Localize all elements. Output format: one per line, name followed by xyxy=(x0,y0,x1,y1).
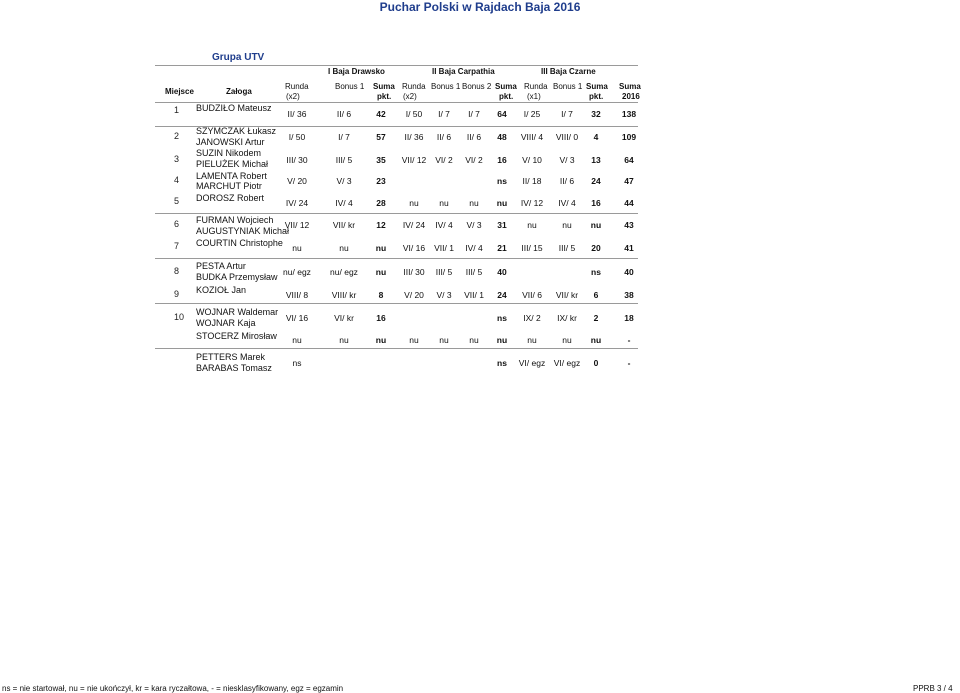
result-cell: IV/ 24 xyxy=(285,198,309,208)
place-number: 8 xyxy=(174,266,180,276)
result-cell: ns xyxy=(497,176,507,186)
col-header-multiplier: (x1) xyxy=(527,92,541,101)
crew-member-name: SZYMCZAK Łukasz xyxy=(196,126,277,136)
col-header-year: 2016 xyxy=(622,92,640,101)
col-header-multiplier: (x2) xyxy=(403,92,417,101)
result-cell: nu xyxy=(527,220,537,230)
col-header-points: pkt. xyxy=(589,92,604,101)
result-cell: VIII/ kr xyxy=(331,290,357,300)
col-header-points: pkt. xyxy=(499,92,514,101)
col-header-points: pkt. xyxy=(377,92,392,101)
result-cell: VIII/ 8 xyxy=(285,290,309,300)
crew-member-name: BUDZIŁO Mateusz xyxy=(196,103,272,113)
result-cell: 0 xyxy=(593,358,599,368)
header-divider xyxy=(155,65,638,66)
result-cell: ns xyxy=(591,267,601,277)
result-cell: 18 xyxy=(624,313,634,323)
result-cell: - xyxy=(627,335,631,345)
result-cell: V/ 3 xyxy=(559,155,575,165)
result-cell: VI/ 16 xyxy=(402,243,426,253)
row-divider xyxy=(155,303,638,304)
result-cell: I/ 25 xyxy=(523,109,541,119)
result-cell: 6 xyxy=(593,290,599,300)
place-number: 7 xyxy=(174,241,180,251)
result-cell: 31 xyxy=(497,220,507,230)
crew-member-name: PESTA Artur xyxy=(196,261,246,271)
result-cell: nu xyxy=(375,267,387,277)
result-cell: VI/ 2 xyxy=(435,155,453,165)
col-header-sum: Suma xyxy=(373,82,395,91)
result-cell: nu/ egz xyxy=(283,267,311,277)
result-cell: V/ 3 xyxy=(336,176,352,186)
result-cell: VII/ kr xyxy=(332,220,356,230)
col-header-sum: Suma xyxy=(586,82,608,91)
result-cell: IV/ 12 xyxy=(520,198,544,208)
place-number: 10 xyxy=(174,312,185,322)
result-cell: VII/ kr xyxy=(555,290,579,300)
result-cell: 23 xyxy=(376,176,386,186)
result-cell: nu/ egz xyxy=(330,267,358,277)
result-cell: nu xyxy=(527,335,537,345)
col-header-sum: Suma xyxy=(495,82,517,91)
result-cell: - xyxy=(627,358,631,368)
col-header-multiplier: (x2) xyxy=(286,92,300,101)
row-divider xyxy=(155,348,638,349)
crew-member-name: MARCHUT Piotr xyxy=(196,181,262,191)
crew-member-name: AUGUSTYNIAK Michał xyxy=(196,226,290,236)
col-header-round: Runda xyxy=(285,82,309,91)
result-cell: V/ 3 xyxy=(466,220,482,230)
result-cell: I/ 7 xyxy=(561,109,573,119)
crew-member-name: SUZIN Nikodem xyxy=(196,148,262,158)
result-cell: nu xyxy=(590,220,602,230)
result-cell: II/ 6 xyxy=(559,176,575,186)
place-number: 6 xyxy=(174,219,180,229)
row-divider xyxy=(155,213,638,214)
result-cell: V/ 3 xyxy=(436,290,452,300)
result-cell: VII/ 1 xyxy=(464,290,484,300)
result-cell: nu xyxy=(292,243,302,253)
result-cell: IX/ 2 xyxy=(523,313,541,323)
result-cell: nu xyxy=(496,198,508,208)
result-cell: IV/ 24 xyxy=(402,220,426,230)
result-cell: VI/ 2 xyxy=(465,155,483,165)
result-cell: 16 xyxy=(497,155,507,165)
crew-member-name: STOCERZ Mirosław xyxy=(196,331,277,341)
result-cell: 21 xyxy=(497,243,507,253)
result-cell: II/ 6 xyxy=(466,132,482,142)
result-cell: 16 xyxy=(591,198,601,208)
result-cell: nu xyxy=(375,243,387,253)
result-cell: I/ 7 xyxy=(338,132,350,142)
result-cell: ns xyxy=(292,358,302,368)
crew-member-name: PETTERS Marek xyxy=(196,352,266,362)
result-cell: 16 xyxy=(376,313,386,323)
page-title: Puchar Polski w Rajdach Baja 2016 xyxy=(379,0,581,14)
result-cell: VII/ 12 xyxy=(401,155,427,165)
result-cell: VI/ kr xyxy=(334,313,354,323)
result-cell: 24 xyxy=(497,290,507,300)
result-cell: III/ 5 xyxy=(465,267,483,277)
result-cell: 24 xyxy=(591,176,601,186)
result-cell: V/ 20 xyxy=(287,176,307,186)
place-number: 4 xyxy=(174,175,180,185)
result-cell: VIII/ 0 xyxy=(555,132,579,142)
result-cell: 12 xyxy=(376,220,386,230)
col-header-bonus1: Bonus 1 xyxy=(553,82,583,91)
place-number: 9 xyxy=(174,289,180,299)
result-cell: IV/ 4 xyxy=(465,243,483,253)
col-header-round: Runda xyxy=(402,82,426,91)
result-cell: III/ 15 xyxy=(521,243,543,253)
result-cell: nu xyxy=(469,198,479,208)
result-cell: 38 xyxy=(624,290,634,300)
result-cell: IV/ 4 xyxy=(335,198,353,208)
col-header-bonus1: Bonus 1 xyxy=(431,82,461,91)
place-number: 1 xyxy=(174,105,180,115)
rally-name: III Baja Czarne xyxy=(541,67,596,76)
crew-member-name: COURTIN Christophe xyxy=(196,238,283,248)
crew-member-name: JANOWSKI Artur xyxy=(196,137,265,147)
result-cell: I/ 7 xyxy=(438,109,450,119)
group-title: Grupa UTV xyxy=(212,52,265,63)
crew-member-name: WOJNAR Kaja xyxy=(196,318,256,328)
result-cell: nu xyxy=(339,243,349,253)
result-cell: 44 xyxy=(624,198,634,208)
result-cell: 41 xyxy=(624,243,634,253)
row-divider xyxy=(155,258,638,259)
result-cell: nu xyxy=(562,335,572,345)
result-cell: nu xyxy=(409,335,419,345)
result-cell: 48 xyxy=(497,132,507,142)
crew-member-name: LAMENTA Robert xyxy=(196,171,267,181)
result-cell: V/ 20 xyxy=(404,290,424,300)
result-cell: VI/ egz xyxy=(518,358,546,368)
result-cell: ns xyxy=(497,313,507,323)
result-cell: 64 xyxy=(497,109,507,119)
result-cell: 2 xyxy=(593,313,599,323)
place-number: 2 xyxy=(174,131,180,141)
crew-member-name: DOROSZ Robert xyxy=(196,193,265,203)
result-cell: 57 xyxy=(376,132,386,142)
result-cell: 42 xyxy=(376,109,386,119)
place-number: 5 xyxy=(174,196,180,206)
col-header-bonus1: Bonus 1 xyxy=(335,82,365,91)
result-cell: 13 xyxy=(591,155,601,165)
result-cell: nu xyxy=(469,335,479,345)
result-cell: III/ 5 xyxy=(558,243,576,253)
result-cell: nu xyxy=(590,335,602,345)
result-cell: 109 xyxy=(621,132,637,142)
result-cell: VII/ 1 xyxy=(434,243,454,253)
crew-member-name: WOJNAR Waldemar xyxy=(196,307,279,317)
result-cell: VII/ 12 xyxy=(284,220,310,230)
result-cell: II/ 6 xyxy=(336,109,352,119)
crew-member-name: BUDKA Przemysław xyxy=(196,272,278,282)
result-cell: nu xyxy=(439,335,449,345)
result-cell: 28 xyxy=(376,198,386,208)
result-cell: VI/ 16 xyxy=(285,313,309,323)
result-cell: 40 xyxy=(624,267,634,277)
footer-page-number: PPRB 3 / 4 xyxy=(913,684,953,693)
col-header-crew: Załoga xyxy=(226,87,252,96)
result-cell: 40 xyxy=(497,267,507,277)
result-cell: 64 xyxy=(624,155,634,165)
result-cell: 43 xyxy=(624,220,634,230)
crew-member-name: KOZIOŁ Jan xyxy=(196,285,247,295)
rally-name: II Baja Carpathia xyxy=(432,67,495,76)
result-cell: nu xyxy=(439,198,449,208)
result-cell: 32 xyxy=(591,109,601,119)
footer-legend: ns = nie startował, nu = nie ukończył, kr = kara ryczałtowa, - = niesklasyfikowany, egz = egzamin xyxy=(2,684,344,693)
result-cell: nu xyxy=(562,220,572,230)
result-cell: nu xyxy=(496,335,508,345)
col-header-round: Runda xyxy=(524,82,548,91)
crew-member-name: PIELUŻEK Michał xyxy=(196,159,269,169)
result-cell: nu xyxy=(409,198,419,208)
result-cell: III/ 5 xyxy=(435,267,453,277)
result-cell: VI/ egz xyxy=(553,358,581,368)
result-cell: IV/ 4 xyxy=(435,220,453,230)
result-cell: IX/ kr xyxy=(557,313,577,323)
crew-member-name: BARABAS Tomasz xyxy=(196,363,272,373)
result-cell: 8 xyxy=(378,290,384,300)
result-cell: 138 xyxy=(621,109,637,119)
result-cell: III/ 30 xyxy=(286,155,308,165)
result-cell: V/ 10 xyxy=(522,155,542,165)
result-cell: 35 xyxy=(376,155,386,165)
col-header-bonus2: Bonus 2 xyxy=(462,82,492,91)
result-cell: nu xyxy=(339,335,349,345)
result-cell: IV/ 4 xyxy=(558,198,576,208)
result-cell: 47 xyxy=(624,176,634,186)
result-cell: 20 xyxy=(591,243,601,253)
rally-name: I Baja Drawsko xyxy=(328,67,385,76)
result-cell: I/ 50 xyxy=(288,132,306,142)
crew-member-name: FURMAN Wojciech xyxy=(196,215,274,225)
result-cell: 4 xyxy=(593,132,599,142)
result-cell: VIII/ 4 xyxy=(520,132,544,142)
result-cell: I/ 50 xyxy=(405,109,423,119)
result-cell: II/ 36 xyxy=(404,132,424,142)
result-cell: ns xyxy=(497,358,507,368)
result-cell: II/ 18 xyxy=(522,176,542,186)
col-header-total: Suma xyxy=(619,82,641,91)
result-cell: III/ 5 xyxy=(335,155,353,165)
result-cell: I/ 7 xyxy=(468,109,480,119)
place-number: 3 xyxy=(174,154,180,164)
result-cell: II/ 6 xyxy=(436,132,452,142)
result-cell: VII/ 6 xyxy=(522,290,542,300)
result-cell: nu xyxy=(375,335,387,345)
result-cell: II/ 36 xyxy=(287,109,307,119)
result-cell: III/ 30 xyxy=(403,267,425,277)
col-header-place: Miejsce xyxy=(165,87,194,96)
result-cell: nu xyxy=(292,335,302,345)
